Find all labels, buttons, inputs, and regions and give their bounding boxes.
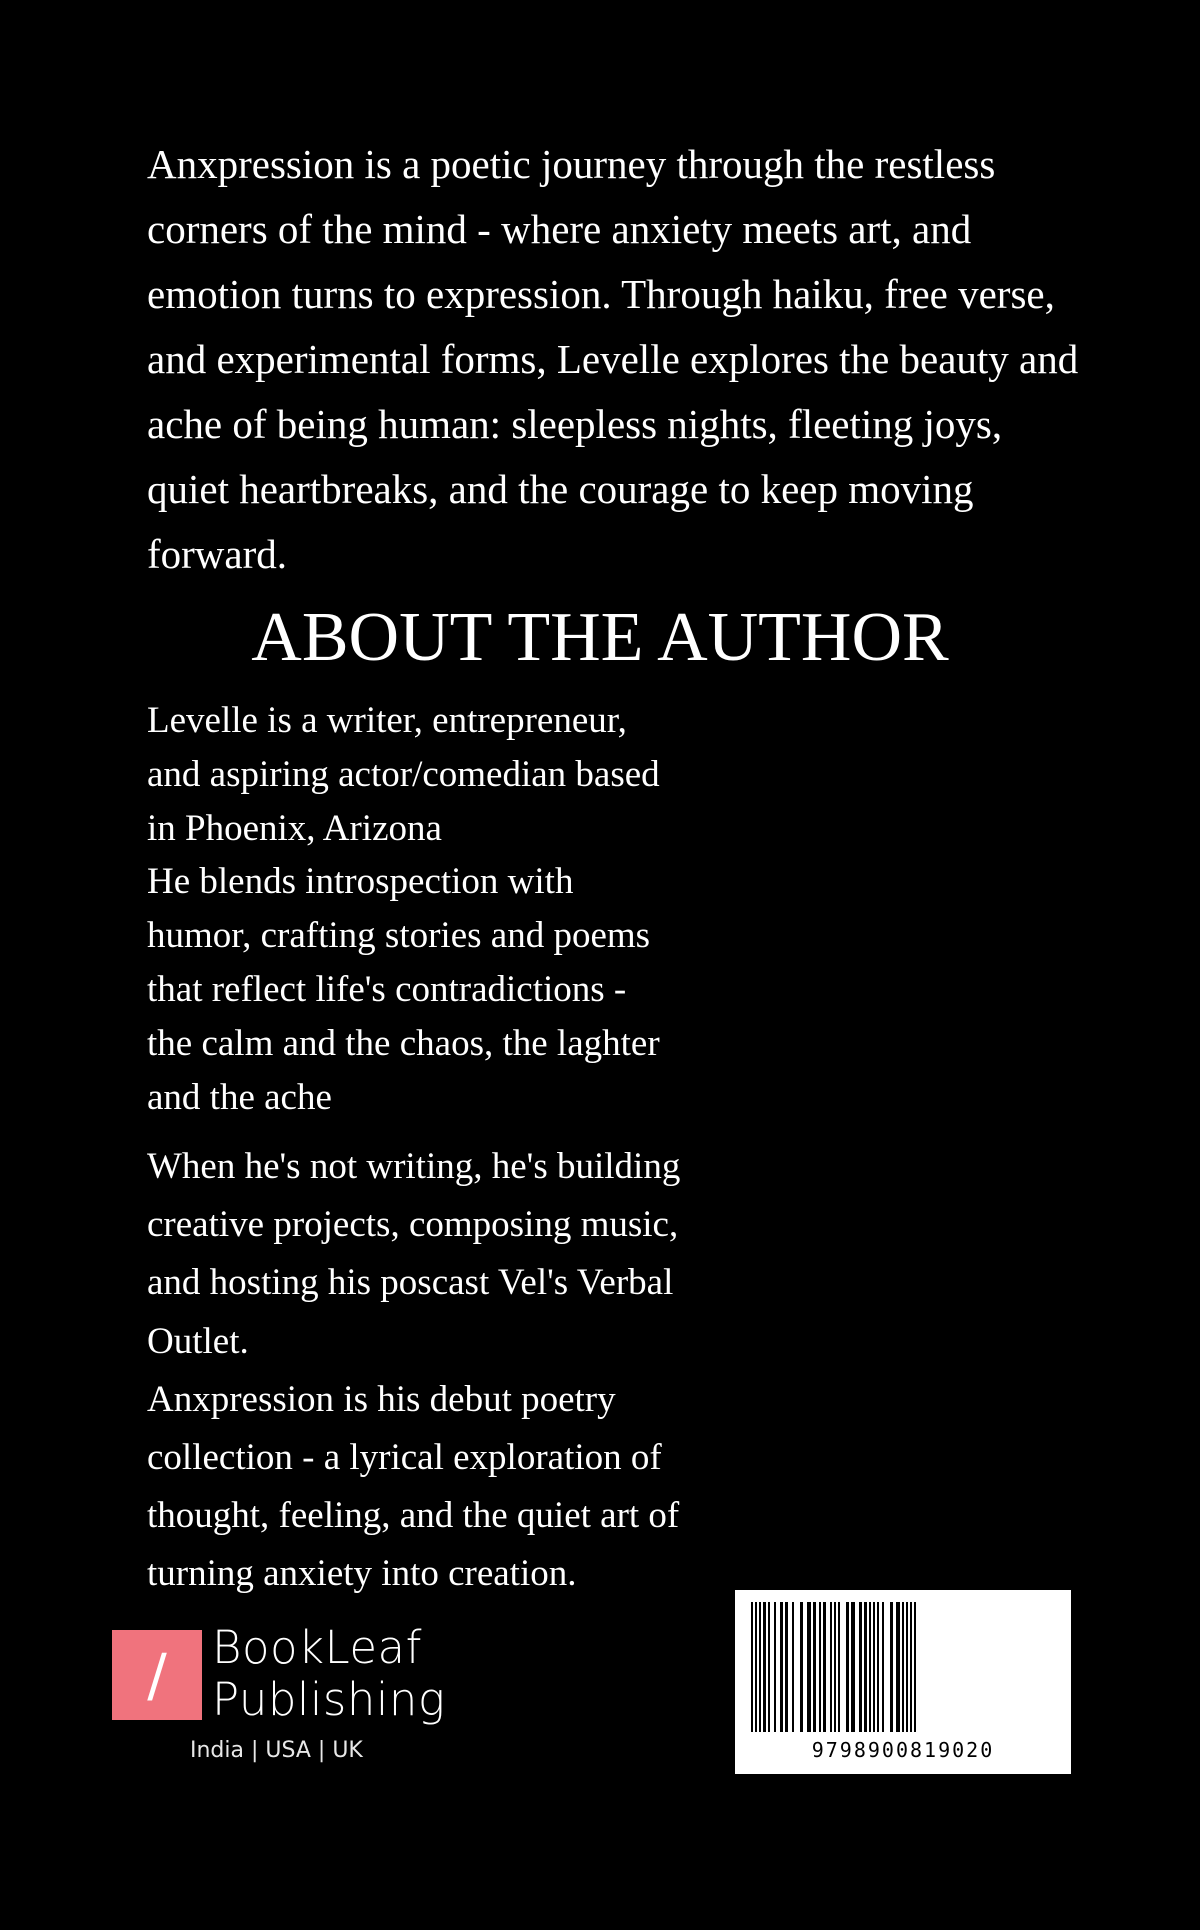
blurb-line: corners of the mind - where anxiety meets art, and [147, 206, 972, 252]
barcode-bar [869, 1602, 871, 1732]
back-cover-blurb [147, 132, 1087, 587]
barcode-icon [747, 1602, 1059, 1732]
barcode-bar [910, 1602, 912, 1732]
author-bio-paragraph-2 [147, 1138, 747, 1604]
barcode-bar [830, 1602, 832, 1732]
bio-line: collection - a lyrical exploration of [147, 1437, 662, 1479]
barcode-bar [755, 1602, 757, 1732]
bio-line: Levelle is a writer, entrepreneur, [147, 700, 627, 741]
barcode-bar [807, 1602, 811, 1732]
isbn-barcode [735, 1590, 1071, 1774]
publisher-name-line2: Publishing [212, 1673, 446, 1726]
bio-line: Anxpression is his debut poetry [147, 1378, 616, 1420]
publisher-name-line1: BookLeaf [212, 1621, 422, 1674]
publisher-name [212, 1622, 445, 1726]
bio-line: thought, feeling, and the quiet art of [147, 1495, 680, 1537]
barcode-bar [914, 1602, 916, 1732]
barcode-bar [785, 1602, 788, 1732]
barcode-bar [896, 1602, 900, 1732]
barcode-bar [774, 1602, 776, 1732]
blurb-line: forward. [147, 531, 288, 577]
barcode-bar [780, 1602, 783, 1732]
blurb-line: and experimental forms, Levelle explores the beauty and [147, 336, 1079, 382]
slash-icon: / [147, 1641, 167, 1709]
barcode-bar [763, 1602, 766, 1732]
bio-line: in Phoenix, Arizona [147, 807, 442, 849]
bio-line: creative projects, composing music, [147, 1204, 679, 1246]
blurb-line: quiet heartbreaks, and the courage to keep moving [147, 466, 974, 512]
bio-line: humor, crafting stories and poems [147, 915, 651, 957]
barcode-bar [882, 1602, 884, 1732]
barcode-bar [846, 1602, 849, 1732]
publisher-logo [112, 1621, 452, 1770]
barcode-bar [792, 1602, 794, 1732]
barcode-bar [877, 1602, 879, 1732]
bio-line: turning anxiety into creation. [147, 1553, 577, 1595]
isbn-number: 9798900819020 [811, 1738, 995, 1762]
barcode-bar [851, 1602, 855, 1732]
bio-line: and the ache [147, 1076, 332, 1118]
blurb-line: ache of being human: sleepless nights, fleeting joys, [147, 401, 1003, 447]
barcode-bar [813, 1602, 816, 1732]
barcode-bar [902, 1602, 904, 1732]
author-bio-paragraph-1 [147, 694, 747, 1124]
bio-line: the calm and the chaos, the laghter [147, 1022, 660, 1064]
bio-line: He blends introspection with [147, 861, 574, 903]
bio-line: and aspiring actor/comedian based [147, 753, 660, 795]
barcode-bar [768, 1602, 770, 1732]
publisher-logo-mark [112, 1630, 202, 1720]
barcode-bar [823, 1602, 826, 1732]
blurb-line: Anxpression is a poetic journey through the restless [147, 141, 996, 187]
barcode-bar [838, 1602, 840, 1732]
about-author-heading: ABOUT THE AUTHOR [251, 599, 949, 676]
barcode-bar [859, 1602, 862, 1732]
barcode-bar [873, 1602, 875, 1732]
bio-line: Outlet. [147, 1320, 249, 1362]
publisher-regions: India | USA | UK [190, 1738, 363, 1763]
bio-line: When he's not writing, he's building [147, 1146, 681, 1187]
barcode-bar [759, 1602, 761, 1732]
barcode-bar [890, 1602, 893, 1732]
barcode-bar [751, 1602, 753, 1732]
barcode-bar [864, 1602, 867, 1732]
blurb-line: emotion turns to expression. Through haiku, free verse, [147, 271, 1055, 317]
bio-line: that reflect life's contradictions - [147, 968, 627, 1010]
barcode-bar [906, 1602, 908, 1732]
barcode-bar [800, 1602, 803, 1732]
barcode-bar [819, 1602, 821, 1732]
barcode-bar [834, 1602, 836, 1732]
bio-line: and hosting his poscast Vel's Verbal [147, 1262, 674, 1304]
